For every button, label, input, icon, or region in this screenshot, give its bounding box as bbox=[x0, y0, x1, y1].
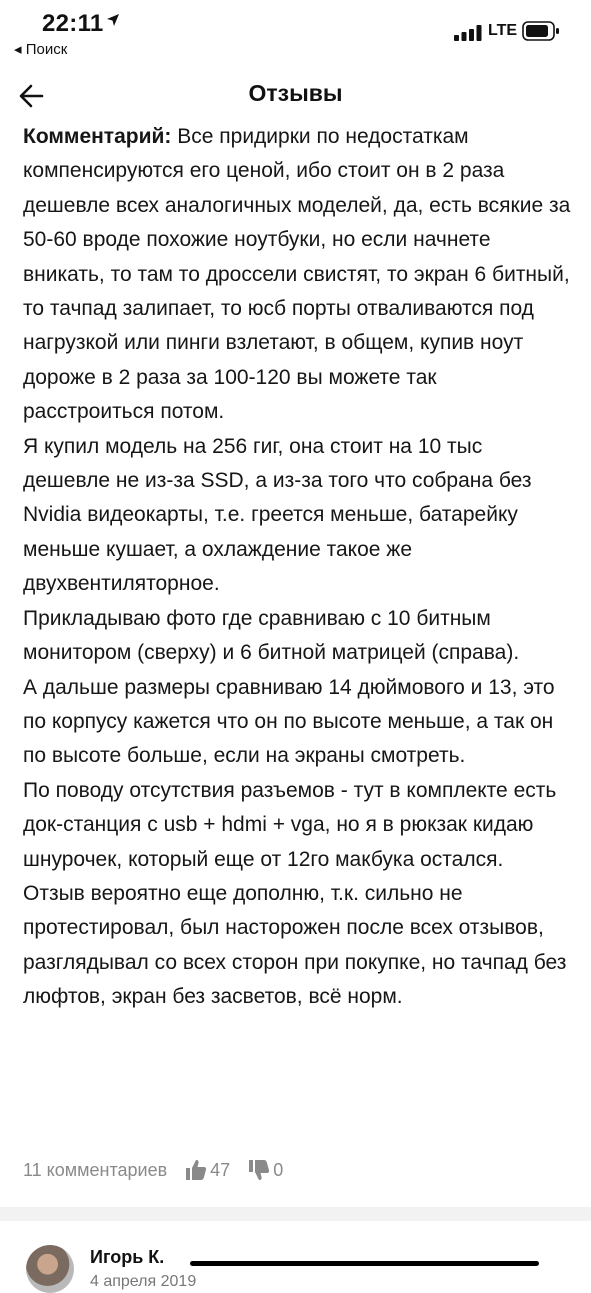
page-title: Отзывы bbox=[248, 80, 343, 106]
navigation-bar bbox=[0, 66, 591, 126]
review-paragraph: Я купил модель на 256 гиг, она стоит на 10 тыс дешевле не из-за SSD, а из-за того что собрана без Nvidia видеокарты, т.е. греется меньше, батарейку меньше кушает, а охлаждение такое же двухвентиляторное. bbox=[23, 434, 532, 596]
review-paragraph: А дальше размеры сравниваю 14 дюймового и 13, это по корпусу кажется что он по высоте меньше, а так он по высоте больше, если на экраны смотреть. bbox=[23, 675, 555, 768]
battery-icon bbox=[522, 21, 560, 41]
author-name: Игорь К. bbox=[90, 1247, 165, 1267]
review-paragraph: Прикладываю фото где сравниваю с 10 битным монитором (сверху) и 6 битной матрицей (справа). bbox=[23, 606, 520, 665]
review-paragraph: По поводу отсутствия разъемов - тут в комплекте есть док-станция с usb + hdmi + vga, но я в рюкзак кидаю шнурочек, который еще от 12го макбука остался. bbox=[23, 778, 557, 871]
like-button[interactable] bbox=[185, 1159, 230, 1181]
comment-label: Комментарий: bbox=[23, 125, 172, 148]
thumbs-down-icon bbox=[248, 1159, 270, 1181]
next-review-card bbox=[0, 1221, 591, 1290]
network-type: LTE bbox=[488, 22, 518, 39]
status-time: 22:11 bbox=[42, 10, 104, 37]
back-to-app-link[interactable]: ◂ Поиск bbox=[14, 41, 68, 58]
cellular-signal-icon bbox=[454, 25, 484, 41]
review-text bbox=[23, 120, 571, 1015]
like-count: 47 bbox=[210, 1159, 231, 1180]
redaction-bar bbox=[190, 1261, 539, 1266]
review-date: 4 апреля 2019 bbox=[90, 1273, 197, 1290]
location-arrow-icon bbox=[106, 13, 120, 27]
review-actions bbox=[23, 1153, 283, 1187]
author-avatar[interactable] bbox=[26, 1245, 74, 1293]
thumbs-up-icon bbox=[185, 1159, 207, 1181]
review-paragraph bbox=[23, 120, 571, 430]
comments-link[interactable]: 11 комментариев bbox=[23, 1159, 168, 1180]
dislike-button[interactable] bbox=[248, 1159, 283, 1181]
section-divider bbox=[0, 1207, 591, 1221]
review-paragraph: Отзыв вероятно еще дополню, т.к. сильно не протестировал, был насторожен после всех отзывов, разглядывал со всех сторон при покупке, но тачпад без люфтов, экран без засветов, всё норм. bbox=[23, 881, 567, 1009]
review-paragraph-text: Все придирки по недостаткам компенсируются его ценой, ибо стоит он в 2 раза дешевле всех аналогичных моделей, да, есть всякие за 50-60 вроде похожие ноутбуки, но если начнете вникать, то там то дроссели свистят, то экран 6 битный, то тачпад залипает, то юсб порты отваливаются под нагрузкой или пинги взлетают, в общем, купив ноут дороже в 2 раза за 100-120 вы можете так расстроиться потом. bbox=[23, 125, 571, 424]
dislike-count: 0 bbox=[273, 1159, 284, 1180]
status-bar bbox=[0, 0, 591, 62]
